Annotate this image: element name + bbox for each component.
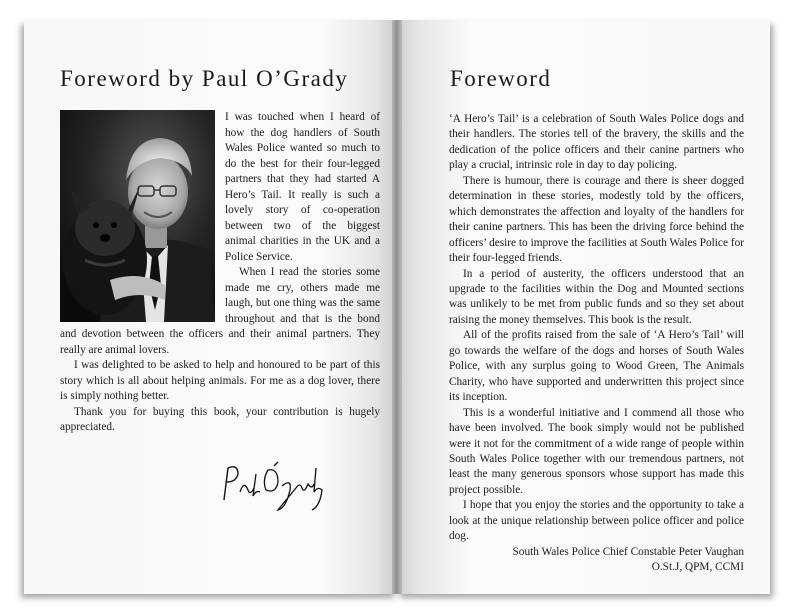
left-page-body	[60, 110, 380, 436]
handwritten-signature	[220, 460, 330, 512]
left-page	[24, 20, 397, 594]
right-paragraph-6: I hope that you enjoy the stories and the opportunity to take a look at the unique relationship between police officer and police dog.	[449, 499, 744, 543]
right-page-title: Foreword	[450, 66, 552, 91]
left-paragraph-2: When I read the stories some made me cry, others made me laugh, but one thing was the same throughout and that is the bond and devotion between the officers and their animal partners. They really are animal lovers.	[60, 266, 380, 356]
right-paragraph-5: This is a wonderful initiative and I commend all those who have been involved. The book simply would not be published were it not for the commitment of a wide range of people within South Wales Police together with our tremendous partners, not least the many generous sponsors whose support has made this project possible.	[449, 406, 744, 496]
left-paragraph-3: I was delighted to be asked to help and honoured to be part of this story which is all about helping animals. For me as a dog lover, there is simply nothing better.	[60, 359, 380, 402]
left-page-title: Foreword by Paul O’Grady	[60, 66, 349, 91]
right-paragraph-3: In a period of austerity, the officers understood that an upgrade to the facilities within the Dog and Mounted sections was unlikely to be met from public funds and so they set about raising the money themselves. This book is the result.	[449, 267, 744, 326]
left-paragraph-1: I was touched when I heard of how the dog handlers of South Wales Police wanted so much to do the best for their four-legged partners that they had started A Hero’s Tail. It really is such a lovely story of co-operation between two of the biggest animal charities in the UK and a Police Service.	[225, 111, 380, 263]
right-page	[397, 20, 770, 594]
right-paragraph-4: All of the profits raised from the sale of ‘A Hero’s Tail’ will go towards the welfare of the dogs and horses of South Wales Police, with any surplus going to Wood Green, The Animals Charity, who have supported and underwritten this project since its inception.	[449, 329, 744, 404]
portrait-photo	[60, 110, 215, 322]
left-paragraph-4: Thank you for buying this book, your contribution is hugely appreciated.	[60, 405, 380, 433]
right-paragraph-2: There is humour, there is courage and there is sheer dogged determination in these stories, modestly told by the officers, which demonstrates the affection and loyalty of the handlers for their canine partners. This has been the driving force behind the officers’ desire to improve the facilities at South Wales Police for their four-legged friends.	[449, 174, 744, 265]
signatory-name: South Wales Police Chief Constable Peter Vaughan	[512, 545, 744, 558]
right-page-body	[449, 112, 744, 576]
signatory-honours: O.St.J, QPM, CCMI	[651, 561, 744, 574]
right-paragraph-1: ‘A Hero’s Tail’ is a celebration of South Wales Police dogs and their handlers. The stories tell of the bravery, the skills and the dedication of the police officers and their canine partners who play a crucial, intrinsic role in day to day policing.	[449, 113, 744, 172]
book-spine	[392, 20, 402, 594]
